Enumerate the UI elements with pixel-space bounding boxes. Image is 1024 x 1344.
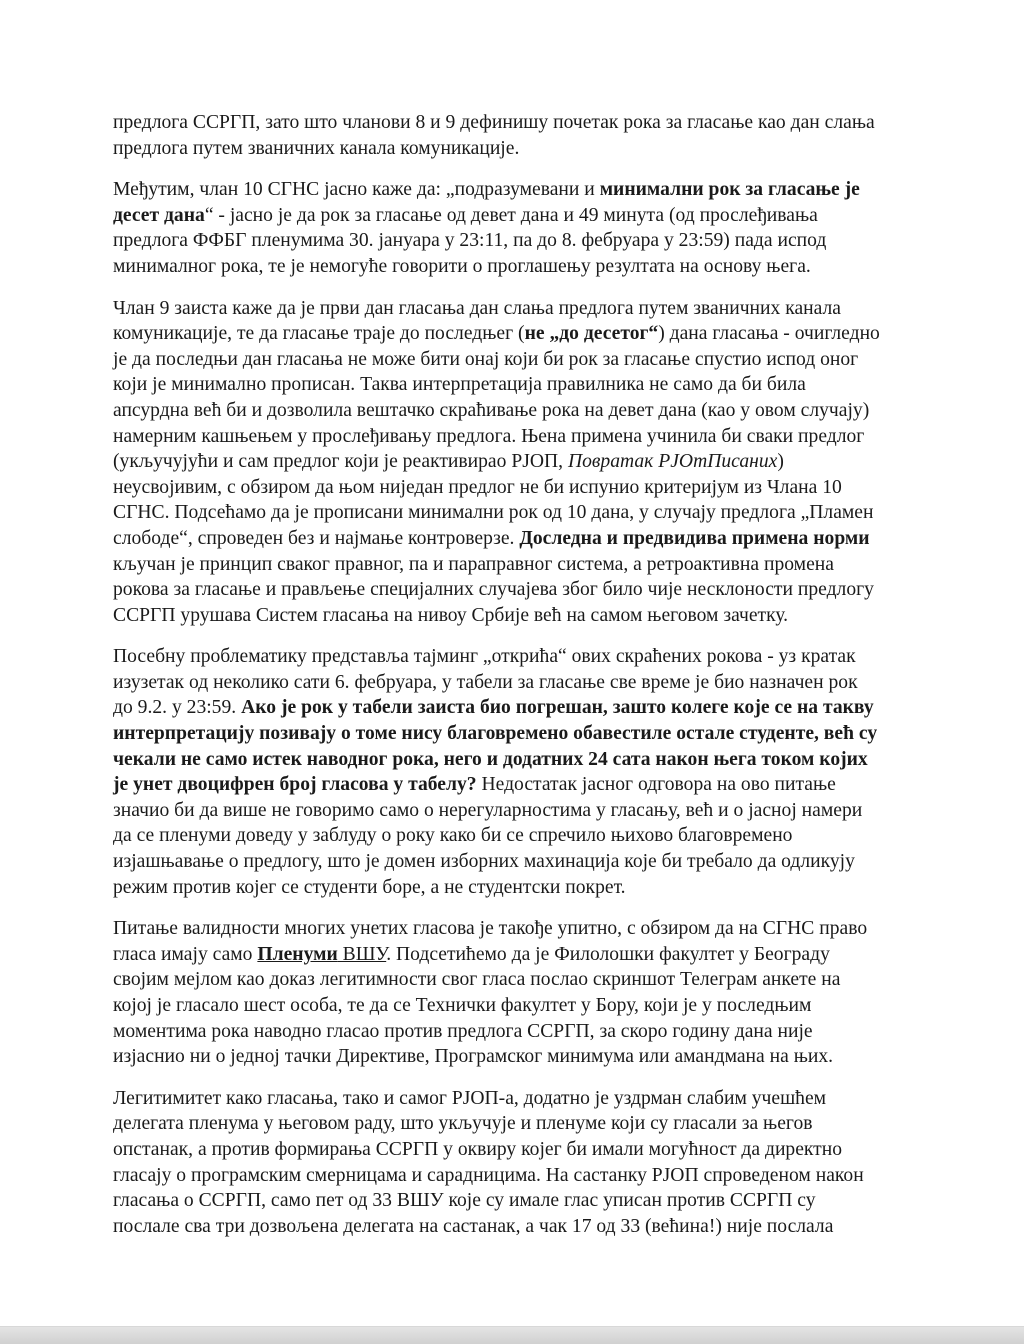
text-run: који је минимално прописан. Таква интерпретација правилника не само да би била — [113, 374, 806, 396]
text-run: неусвојивим, с обзиром да њом ниједан предлог не би испунио критеријум из Члана 10 — [113, 476, 842, 498]
text-run: “ - јасно је да рок за гласање од девет дана и 49 минута (од прослеђивања — [204, 204, 818, 226]
text-run: опстанак, а против формирања ССРГП у оквиру којег би имали могућност да директно — [113, 1138, 843, 1160]
text-line — [113, 110, 913, 136]
text-run: кључан је принцип сваког правног, па и параправног система, а ретроактивна промена — [113, 553, 834, 575]
text-line — [113, 603, 913, 629]
text-line — [113, 1137, 913, 1163]
text-run: ) — [777, 451, 784, 473]
text-run: ССРГП урушава Систем гласања на нивоу Србије већ на самом његовом зачетку. — [113, 604, 789, 626]
text-line — [113, 398, 913, 424]
text-line — [113, 772, 913, 798]
emphasized-text: не „до десетог“ — [524, 323, 659, 345]
page-bottom-edge — [0, 1326, 1024, 1344]
text-run: је да последњи дан гласања не може бити онај који би рок за гласање спустио испод оног — [113, 348, 859, 370]
text-run: ) дана гласања - очигледно — [658, 323, 880, 345]
paragraph — [113, 644, 913, 900]
text-line — [113, 228, 913, 254]
text-line — [113, 721, 913, 747]
emphasized-text: чекали не само истек наводног рока, него и додатних 24 сата након њега током којих — [113, 748, 868, 770]
text-run: до 9.2. у 23:59. — [113, 697, 242, 719]
emphasized-text: је унет двоцифрен број гласова у табелу? — [113, 774, 477, 796]
text-run: гласања о ССРГП, само пет од 33 ВШУ које су имале глас уписан против ССРГП су — [113, 1190, 816, 1212]
text-line — [113, 577, 913, 603]
text-line — [113, 500, 913, 526]
text-run: гласа имају само — [113, 943, 258, 965]
text-line — [113, 203, 913, 229]
text-line — [113, 1019, 913, 1045]
text-run: . Подсетићемо да је Филолошки факултет у Београду — [386, 943, 830, 965]
text-line — [113, 254, 913, 280]
text-run: изјаснио ни о једној тачки Директиве, Програмског минимума или амандмана на њих. — [113, 1046, 834, 1068]
emphasized-text: интерпретацију позивају о томе нису благовремено обавестиле остале студенте, већ су — [113, 723, 878, 745]
text-line — [113, 1086, 913, 1112]
text-line — [113, 552, 913, 578]
text-line — [113, 1188, 913, 1214]
paragraph — [113, 916, 913, 1070]
text-run: послале сва три дозвољена делегата на састанак, а чак 17 од 33 (већина!) није послала — [113, 1215, 834, 1237]
text-run: (укључујући и сам предлог који је реактивирао РЈОП, — [113, 451, 568, 473]
paragraph — [113, 110, 913, 161]
text-run: Међутим, члан 10 СГНС јасно каже да: „подразумевани и — [113, 179, 600, 201]
paragraph — [113, 177, 913, 279]
text-run: рокова за гласање и прављење специјалних случајева због било чије несклоности предлогу — [113, 579, 874, 601]
text-line — [113, 942, 913, 968]
text-line — [113, 347, 913, 373]
text-line — [113, 136, 913, 162]
text-line — [113, 321, 913, 347]
text-run: Члан 9 заиста каже да је први дан гласања дан слања предлога путем званичних канала — [113, 297, 841, 319]
text-run: апсурдна већ би и дозволила вештачко скраћивање рока на девет дана (као у овом случају) — [113, 399, 870, 421]
text-run: СГНС. Подсећамо да је прописани минимални рок од 10 дана, у случају предлога „Пламен — [113, 502, 874, 524]
text-run: Питање валидности многих унетих гласова је такође упитно, с обзиром да на СГНС право — [113, 918, 868, 940]
paragraph — [113, 296, 913, 629]
text-run: предлога ФФБГ пленумима 30. јануара у 23:11, па до 8. фебруара у 23:59) пада испод — [113, 230, 827, 252]
text-line — [113, 875, 913, 901]
text-line — [113, 747, 913, 773]
text-line — [113, 177, 913, 203]
text-run: значио би да више не говоримо само о нерегуларностима у гласању, већ и о јасној намери — [113, 799, 863, 821]
text-run: предлога ССРГП, зато што чланови 8 и 9 дефинишу почетак рока за гласање као дан слања — [113, 112, 875, 133]
text-run: предлога путем званичних канала комуникације. — [113, 137, 520, 159]
text-line — [113, 1111, 913, 1137]
text-run: Посебну проблематику представља тајминг „открића“ ових скраћених рокова - уз кратак — [113, 646, 856, 668]
text-run: изузетак од неколико сати 6. фебруара, у табели за гласање све време је био назначен рок — [113, 671, 858, 693]
text-run: минималног рока, те је немогуће говорити о проглашењу резултата на основу њега. — [113, 255, 811, 277]
text-run: својим мејлом као доказ легитимности свог гласа послао скриншот Телеграм анкете на — [113, 969, 841, 991]
text-line — [113, 967, 913, 993]
text-line — [113, 1044, 913, 1070]
emphasized-text: ВШУ — [337, 943, 387, 965]
text-run: комуникације, те да гласање траје до последњег ( — [113, 323, 525, 345]
text-line — [113, 475, 913, 501]
text-line — [113, 644, 913, 670]
text-run: изјашњавање о предлогу, што је домен изборних махинација које би требало да одликују — [113, 851, 855, 873]
text-line — [113, 1163, 913, 1189]
emphasized-text: Повратак РЈОтПисаних — [567, 451, 778, 473]
text-line — [113, 823, 913, 849]
text-run: слободе“, спроведен без и најмање контроверзе. — [113, 527, 520, 549]
text-run: режим против којег се студенти боре, а не студентски покрет. — [113, 876, 626, 898]
emphasized-text: десет дана — [113, 204, 205, 226]
text-line — [113, 526, 913, 552]
text-line — [113, 670, 913, 696]
text-run: Недостатак јасног одговора на ово питање — [476, 774, 836, 796]
text-line — [113, 695, 913, 721]
document-body — [113, 110, 913, 1255]
text-line — [113, 916, 913, 942]
text-run: моментима рока наводно гласао против предлога ССРГП, за скоро годину дана није — [113, 1020, 813, 1042]
text-run: гласају о програмским смерницама и сарадницима. На састанку РЈОП спроведеном након — [113, 1164, 864, 1186]
text-line — [113, 798, 913, 824]
emphasized-text: минимални рок за гласање је — [599, 179, 860, 201]
text-line — [113, 849, 913, 875]
text-line — [113, 1214, 913, 1240]
text-run: намерним кашњењем у прослеђивању предлога. Њена примена учинила би сваки предлог — [113, 425, 865, 447]
text-run: Легитимитет како гласања, тако и самог РЈОП-а, додатно је уздрман слабим учешћем — [113, 1087, 827, 1109]
emphasized-text: Пленуми — [257, 943, 338, 965]
text-line — [113, 424, 913, 450]
text-line — [113, 372, 913, 398]
text-line — [113, 449, 913, 475]
paragraph — [113, 1086, 913, 1240]
text-line — [113, 993, 913, 1019]
text-run: да се пленуми доведу у заблуду о року како би се спречило њихово благовремено — [113, 825, 793, 847]
text-run: којој је гласало шест особа, те да се Технички факултет у Бору, који је у последњим — [113, 995, 812, 1016]
emphasized-text: Доследна и предвидива примена норми — [519, 527, 870, 549]
text-run: делегата пленума у његовом раду, што укључује и пленуме који су гласали за његов — [113, 1113, 813, 1135]
emphasized-text: Ако је рок у табели заиста био погрешан, зашто колеге које се на такву — [241, 697, 874, 719]
text-line — [113, 296, 913, 322]
